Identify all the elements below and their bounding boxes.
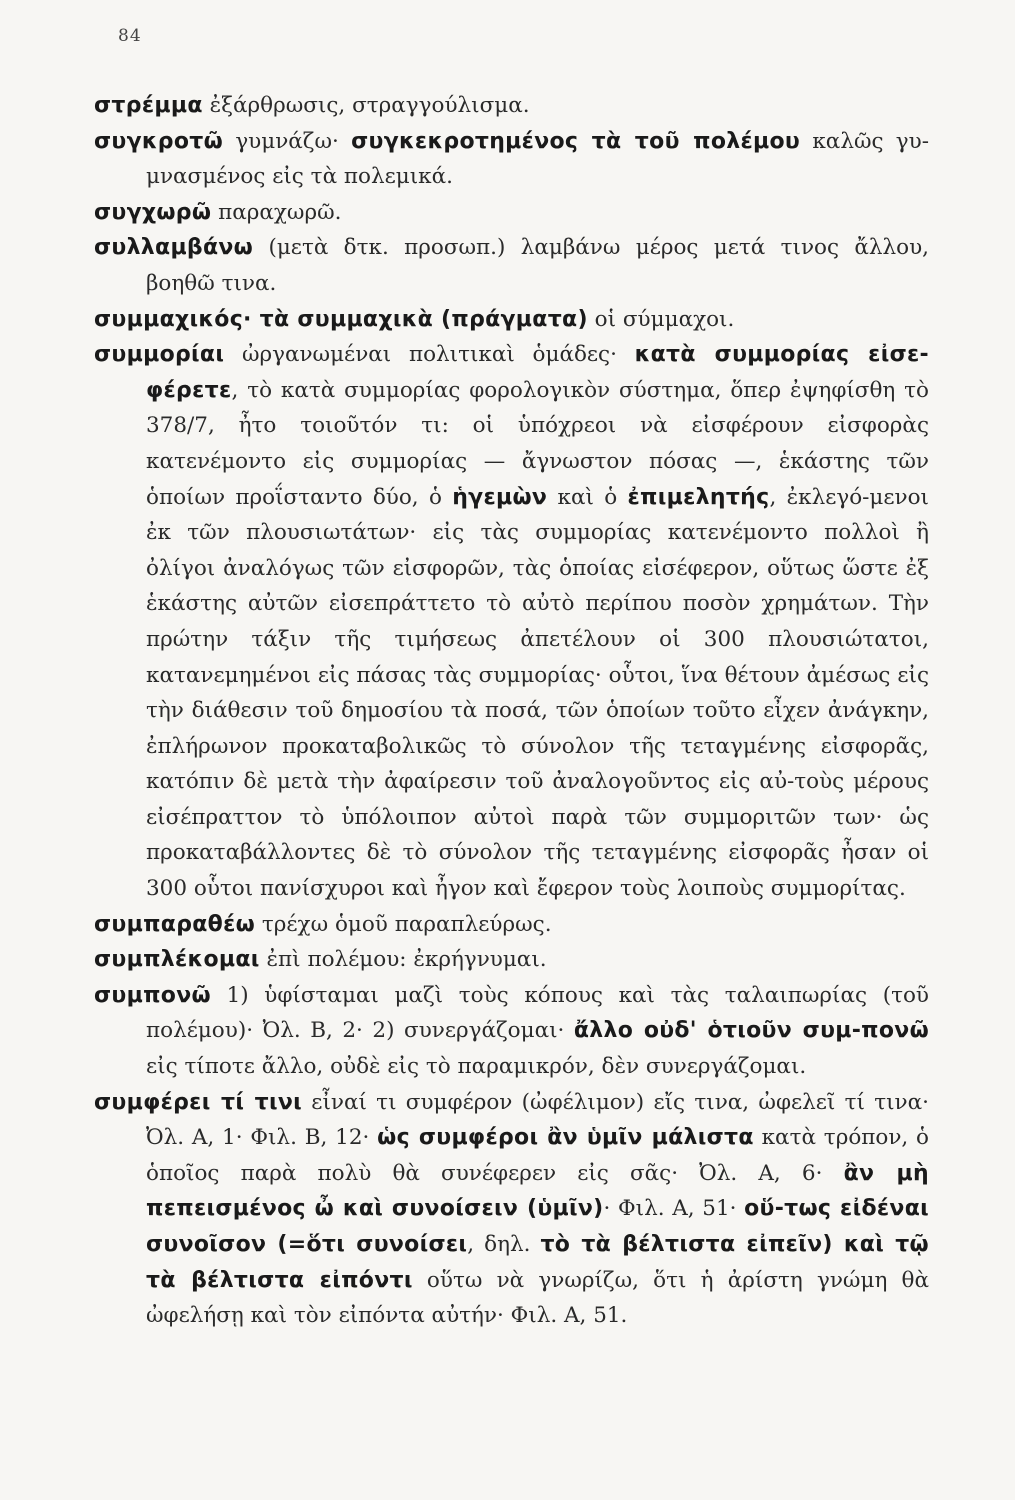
entry-symmoriai <box>94 337 929 907</box>
headword: συλλαμβάνω <box>94 235 254 261</box>
entry-symparatheo <box>94 907 929 943</box>
headword: συμμαχικός· τὰ συμμαχικὰ (πράγματα) <box>94 306 588 332</box>
definition: (μετὰ δτκ. προσωπ.) λαμβάνω μέρος μετά τινος ἄλλου, βοηθῶ τινα. <box>146 235 929 296</box>
phrase: ἡγεμὼν <box>452 484 548 510</box>
entry-synchoro <box>94 195 929 231</box>
definition: κατὰ τρόπον, ὁ ὁποῖος παρὰ πολὺ θὰ συνέφερεν εἰς σᾶς· Ὀλ. Α, 6· <box>146 1125 930 1186</box>
page-number: 84 <box>118 26 142 46</box>
entry-stremma <box>94 88 929 124</box>
phrase: τὸ τὰ βέλτιστα εἰπεῖν) καὶ τῷ τὰ βέλτιστα εἰπόντι <box>146 1232 929 1293</box>
definition: παραχωρῶ. <box>211 199 342 225</box>
phrase: οὕ-τως εἰδέναι συνοῖσον (=ὅτι συνοίσει <box>146 1196 929 1257</box>
definition: , δηλ. <box>467 1232 541 1257</box>
headword: στρέμμα <box>94 93 203 118</box>
phrase: ἄλλο οὐδ' ὁτιοῦν συμ-πονῶ <box>573 1018 929 1044</box>
entry-symmachikos <box>94 302 929 338</box>
definition: καὶ ὁ <box>547 484 628 510</box>
headword: συμπονῶ <box>94 982 211 1008</box>
definition: 1) ὑφίσταμαι μαζὶ τοὺς κόπους καὶ τὰς ταλαιπωρίας (τοῦ πολέμου)· Ὀλ. Β, 2· 2) συνεργάζομαι· <box>146 982 929 1044</box>
phrase: ἐπιμελητής <box>627 484 770 510</box>
entry-sympono <box>94 978 929 1085</box>
definition: εἰς τίποτε ἄλλο, οὐδὲ εἰς τὸ παραμικρόν, δὲν συνεργάζομαι. <box>146 1054 807 1080</box>
headword: συμφέρει τί τινι <box>94 1089 303 1115</box>
headword: συμπαραθέω <box>94 911 256 937</box>
definition: , ἐκλεγό-μενοι ἐκ τῶν πλουσιωτάτων· εἰς τὰς συμμορίας κατενέμοντο πολλοὶ ἢ ὀλίγοι ἀναλόγως τῶν εἰσφορῶν, τὰς ὁποίας εἰσέφερον, οὕτως ὥστε ἐξ ἑκάστης αὐτῶν εἰσεπράττετο τὸ αὐτὸ περίπου ποσὸν χρημάτων. Τὴν πρώτην τάξιν τῆς τιμήσεως ἀπετέλουν οἱ 300 πλουσιώτατοι, κατανεμημένοι εἰς πάσας τὰς συμμορίας· οὗτοι, ἵνα θέτουν ἀμέσως εἰς τὴν διάθεσιν τοῦ δημοσίου τὰ ποσά, τῶν ὁποίων τοῦτο εἶχεν ἀνάγκην, ἐπλήρωνον προκαταβολικῶς τὸ σύνολον τῆς τεταγμένης εἰσφορᾶς, κατόπιν δὲ μετὰ τὴν ἀφαίρεσιν τοῦ ἀναλογοῦντος εἰς αὐ-τοὺς μέρους εἰσέπραττον τὸ ὑπόλοιπον αὐτοὶ παρὰ τῶν συμμοριτῶν των· ὡς προκαταβάλλοντες δὲ τὸ σύνολον τῆς τεταγμένης εἰσφορᾶς ἦσαν οἱ 300 οὗτοι πανίσχυροι καὶ ἦγον καὶ ἔφερον τοὺς λοιποὺς συμμορίτας. <box>146 484 929 902</box>
definition: ἐπὶ πολέμου: ἐκρήγνυμαι. <box>259 947 547 973</box>
headword: συμπλέκομαι <box>94 947 260 973</box>
entry-synkroto <box>94 124 929 195</box>
headword: συγχωρῶ <box>94 199 212 225</box>
definition: εἶναί τι συμφέρον (ὠφέλιμον) εἴς τινα, ὠφελεῖ τί τινα· Ὀλ. Α, 1· Φιλ. Β, 12· <box>146 1089 929 1151</box>
phrase: ἂν μὴ πεπεισμένος ὦ καὶ συνοίσειν (ὑμῖν) <box>146 1160 929 1222</box>
headword: συμμορίαι <box>94 342 225 368</box>
definition: οὕτω νὰ γνωρίζω, ὅτι ἡ ἀρίστη γνώμη θὰ ὠφελήσῃ καὶ τὸν εἰπόντα αὐτήν· Φιλ. Α, 51. <box>146 1267 930 1329</box>
phrase: συγκεκροτημένος τὰ τοῦ πολέμου <box>351 128 801 154</box>
definition: · Φιλ. Α, 51· <box>603 1196 745 1222</box>
phrase: κατὰ συμμορίας εἰσε-φέρετε <box>146 342 929 403</box>
headword: συγκροτῶ <box>94 128 224 154</box>
definition: ἐξάρθρωσις, στραγγούλισμα. <box>202 93 530 118</box>
dictionary-entries <box>0 88 1015 1334</box>
phrase: ὡς συμφέροι ἂν ὑμῖν μάλιστα <box>377 1125 754 1151</box>
definition: , τὸ κατὰ συμμορίας φορολογικὸν σύστημα, ὅπερ ἐψηφίσθη τὸ 378/7, ἦτο τοιοῦτόν τι: οἱ ὑπόχρεοι νὰ εἰσφέρουν εἰσφορὰς κατενέμοντο εἰς συμμορίας — ἄγνωστον πόσας —, ἑκάστης τῶν ὁποίων προΐσταντο δύο, ὁ <box>146 377 929 510</box>
definition: καλῶς γυ-μνασμένος εἰς τὰ πολεμικά. <box>146 128 929 190</box>
entry-sympherei <box>94 1085 930 1334</box>
entry-syllamvano <box>94 230 929 301</box>
definition: ὠργανωμέναι πολιτικαὶ ὁμάδες· <box>224 342 635 368</box>
entry-symplekomai <box>94 942 929 978</box>
definition: οἱ σύμμαχοι. <box>587 306 735 332</box>
definition: γυμνάζω· <box>223 128 352 154</box>
definition: τρέχω ὁμοῦ παραπλεύρως. <box>255 911 552 937</box>
